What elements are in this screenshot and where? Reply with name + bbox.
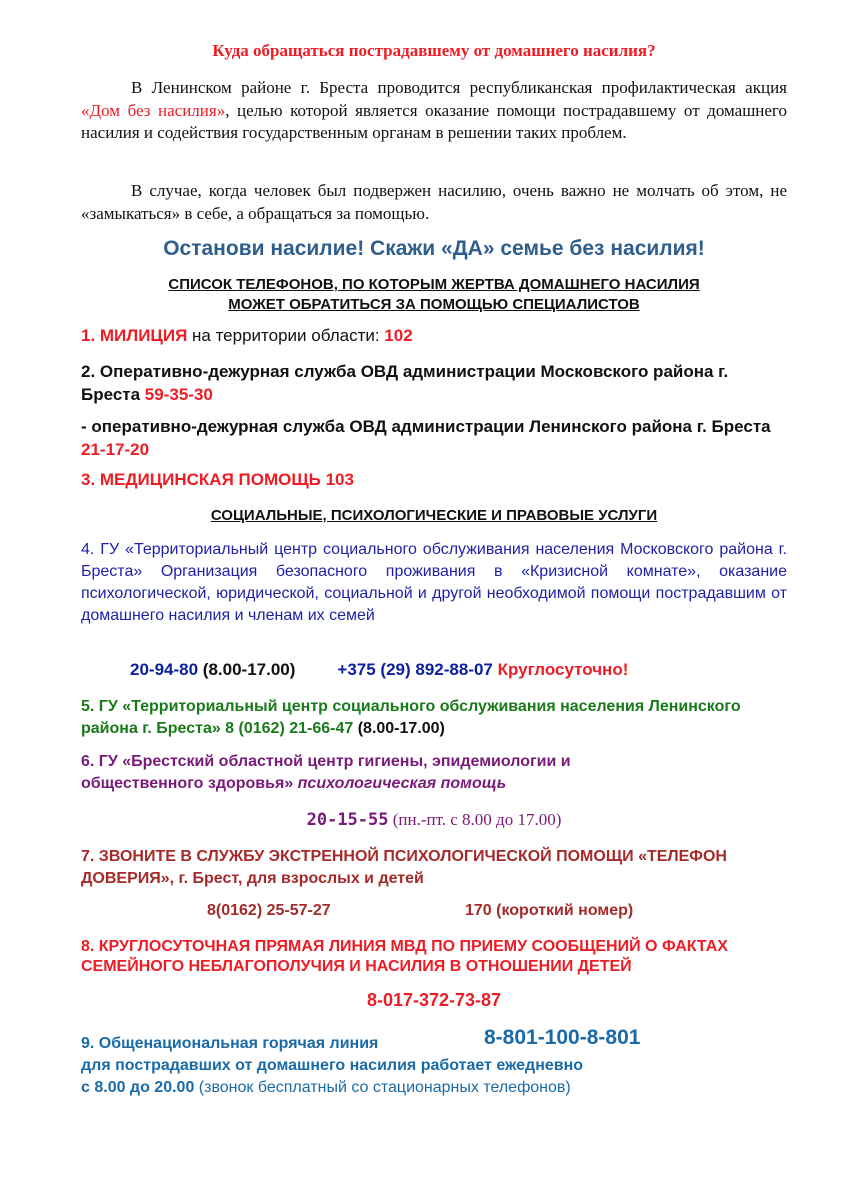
slogan: Останови насилие! Скажи «ДА» семье без насилия! [163, 237, 705, 260]
hygiene-center-phone: 20-15-55 [306, 810, 389, 830]
moscow-center-phone-1: 20-94-80 [130, 660, 199, 679]
moscow-center-hours: (8.00-17.00) [198, 660, 296, 679]
item-moscow-center: 4. ГУ «Территориальный центр социального обслуживания населения Московского района г. Бреста» Организация безопасного проживания в «Кризисной комнате», оказание психологической, юридической, социальной и другой необходимой помощи пострадавшим от домашнего насилия и членам их семей [81, 541, 787, 624]
item-hygiene-center [81, 751, 681, 795]
hygiene-center-phone-line [81, 810, 787, 830]
national-hotline-text: для пострадавших от домашнего насилия работает ежедневно [81, 1057, 584, 1074]
trust-line-phone-1: 8(0162) 25-57-27 [207, 902, 331, 919]
moscow-center-phone-2: +375 (29) 892-88-07 [337, 660, 493, 679]
mvd-line-phone: 8-017-372-73-87 [366, 990, 502, 1010]
lenin-center-text: 5. ГУ «Территориальный центр социального обслуживания населения Ленинского района г. Бреста» 8 (0162) 21-66-47 [81, 698, 741, 737]
list-heading [81, 275, 787, 315]
page-title: Куда обращаться пострадавшему от домашнего насилия? [212, 41, 656, 60]
services-heading: СОЦИАЛЬНЫЕ, ПСИХОЛОГИЧЕСКИЕ И ПРАВОВЫЕ УСЛУГИ [210, 507, 658, 524]
national-hotline-hours-line [81, 1077, 787, 1099]
police-text: на территории области: [187, 326, 385, 345]
intro-text-b: , целью которой является оказание помощи пострадавшему от домашнего насилия и содействия государственным органам в решении таких проблем. [81, 100, 787, 142]
item-moscow-duty [81, 360, 787, 406]
lenin-duty-text: - оперативно-дежурная служба ОВД администрации Ленинского района г. Бреста [81, 417, 771, 436]
intro-paragraph-2: В случае, когда человек был подвержен насилию, очень важно не молчать об этом, не «замыкаться» в себе, а обращаться за помощью. [81, 181, 787, 223]
national-hotline-row [81, 1026, 787, 1052]
lenin-duty-phone: 21-17-20 [81, 440, 150, 459]
national-hotline-hours: с 8.00 до 20.00 [81, 1079, 195, 1096]
action-name: «Дом без насилия» [81, 100, 226, 120]
police-label: 1. МИЛИЦИЯ [81, 326, 188, 345]
hygiene-center-hours: (пн.-пт. с 8.00 до 17.00) [388, 810, 562, 829]
item-national-hotline [81, 1026, 787, 1099]
national-hotline-note: (звонок бесплатный со стационарных телефонов) [194, 1079, 571, 1096]
hygiene-center-note: психологическая помощь [297, 775, 507, 792]
police-phone: 102 [384, 326, 413, 345]
item-mvd-line: 8. КРУГЛОСУТОЧНАЯ ПРЯМАЯ ЛИНИЯ МВД ПО ПРИЕМУ СООБЩЕНИЙ О ФАКТАХ СЕМЕЙНОГО НЕБЛАГОПОЛУЧИЯ И НАСИЛИЯ В ОТНОШЕНИИ ДЕТЕЙ [81, 938, 728, 975]
national-hotline-label: 9. Общенациональная горячая линия [81, 1035, 379, 1052]
intro-paragraph-1 [81, 77, 787, 145]
item-trust-line: 7. ЗВОНИТЕ В СЛУЖБУ ЭКСТРЕННОЙ ПСИХОЛОГИЧЕСКОЙ ПОМОЩИ «ТЕЛЕФОН ДОВЕРИЯ», г. Брест, для взрослых и детей [81, 848, 727, 887]
moscow-duty-text: 2. Оперативно-дежурная служба ОВД администрации Московского района г. Бреста [81, 362, 729, 404]
list-heading-line-2: МОЖЕТ ОБРАТИТЬСЯ ЗА ПОМОЩЬЮ СПЕЦИАЛИСТОВ [228, 296, 640, 313]
item-police [81, 326, 787, 346]
list-heading-line-1: СПИСОК ТЕЛЕФОНОВ, ПО КОТОРЫМ ЖЕРТВА ДОМАШНЕГО НАСИЛИЯ [168, 276, 700, 293]
item-medical: 3. МЕДИЦИНСКАЯ ПОМОЩЬ 103 [81, 470, 354, 489]
hygiene-center-text: 6. ГУ «Брестский областной центр гигиены, эпидемиологии и общественного здоровья» [81, 753, 571, 792]
trust-line-phone-2: 170 (короткий номер) [465, 902, 634, 919]
moscow-duty-phone: 59-35-30 [144, 385, 213, 404]
item-lenin-duty [81, 415, 787, 461]
national-hotline-phone: 8-801-100-8-801 [484, 1026, 641, 1049]
moscow-center-phones [81, 660, 787, 680]
lenin-center-hours: (8.00-17.00) [353, 720, 445, 737]
item-lenin-center [81, 696, 741, 740]
intro-text-a: В Ленинском районе г. Бреста проводится республиканская профилактическая акция [131, 78, 787, 97]
round-the-clock: Круглосуточно! [497, 660, 629, 679]
